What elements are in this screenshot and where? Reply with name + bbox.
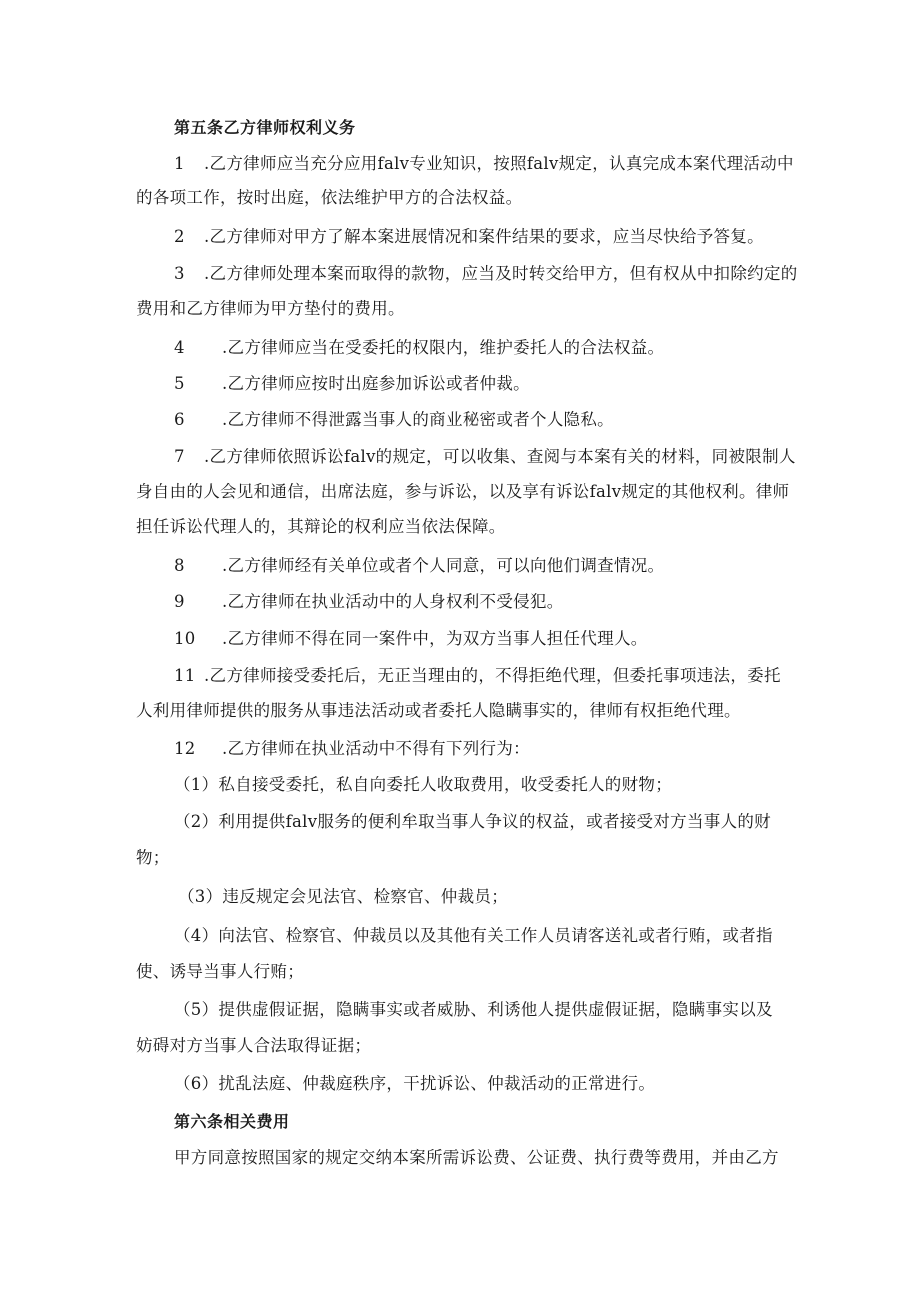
list-item-2: [174, 225, 834, 249]
list-item-11: [174, 664, 834, 688]
list-item-3-cont: 费用和乙方律师为甲方垫付的费用。: [136, 299, 405, 318]
sub-item-number: （5）: [174, 1000, 219, 1019]
sub-item-text: 违反规定会见法官、检察官、仲裁员；: [222, 887, 509, 906]
item-number: 2: [174, 227, 185, 246]
item-number: 10: [174, 629, 196, 648]
sub-item-text: 扰乱法庭、仲裁庭秩序，干扰诉讼、仲裁活动的正常进行。: [218, 1074, 656, 1093]
list-item-3: [174, 262, 834, 286]
list-item-6: [174, 408, 834, 432]
item-text: .乙方律师接受委托后，无正当理由的，不得拒绝代理，但委托事项违法，委托: [204, 666, 781, 685]
list-item-1: [174, 152, 834, 176]
item-number: 6: [174, 410, 185, 429]
item-text: .乙方律师在执业活动中不得有下列行为：: [222, 739, 530, 758]
item-number: 1: [174, 154, 185, 173]
item-number: 7: [174, 447, 185, 466]
list-item-7: [174, 445, 834, 469]
item-number: 5: [174, 374, 185, 393]
item-text: .乙方律师应按时出庭参加诉讼或者仲裁。: [222, 374, 530, 393]
item-text: .乙方律师在执业活动中的人身权利不受侵犯。: [222, 592, 564, 611]
item-number: 12: [174, 739, 196, 758]
sub-item-1: [174, 773, 834, 797]
item-number: 3: [174, 264, 185, 283]
section6-paragraph: 甲方同意按照国家的规定交纳本案所需诉讼费、公证费、执行费等费用，并由乙方: [174, 1148, 779, 1167]
list-item-1-cont: 的各项工作，按时出庭，依法维护甲方的合法权益。: [136, 188, 523, 207]
list-item-4: [174, 336, 834, 360]
sub-item-number: （2）: [174, 812, 219, 831]
item-number: 8: [174, 556, 185, 575]
sub-item-6: [174, 1072, 834, 1096]
section5-heading: 第五条乙方律师权利义务: [174, 118, 356, 137]
item-number: 9: [174, 592, 185, 611]
list-item-10: [174, 627, 834, 651]
sub-item-number: （6）: [174, 1074, 219, 1093]
sub-item-number: （3）: [178, 887, 223, 906]
sub-item-5-cont: 妨碍对方当事人合法取得证据；: [136, 1036, 372, 1055]
item-text: .乙方律师经有关单位或者个人同意，可以向他们调查情况。: [222, 556, 665, 575]
item-text: .乙方律师不得泄露当事人的商业秘密或者个人隐私。: [222, 410, 614, 429]
list-item-12: [174, 737, 834, 761]
item-text: .乙方律师不得在同一案件中，为双方当事人担任代理人。: [222, 629, 648, 648]
list-item-5: [174, 372, 834, 396]
sub-item-3: [178, 885, 838, 909]
sub-item-2: [174, 810, 834, 834]
section6-heading: 第六条相关费用: [174, 1112, 290, 1131]
item-text: .乙方律师处理本案而取得的款物，应当及时转交给甲方，但有权从中扣除约定的: [204, 264, 798, 283]
sub-item-text: 私自接受委托，私自向委托人收取费用，收受委托人的财物；: [218, 775, 673, 794]
list-item-8: [174, 554, 834, 578]
list-item-7-cont-1: 身自由的人会见和通信，出席法庭，参与诉讼，以及享有诉讼falv规定的其他权利。律师: [136, 482, 790, 501]
sub-item-4: [174, 924, 834, 948]
sub-item-text: 利用提供falv服务的便利牟取当事人争议的权益，或者接受对方当事人的财: [218, 812, 771, 831]
list-item-11-cont: 人利用律师提供的服务从事违法活动或者委托人隐瞒事实的，律师有权拒绝代理。: [136, 701, 741, 720]
sub-item-4-cont: 使、诱导当事人行贿；: [136, 962, 304, 981]
sub-item-text: 向法官、检察官、仲裁员以及其他有关工作人员请客送礼或者行贿，或者指: [218, 926, 773, 945]
sub-item-text: 提供虚假证据，隐瞒事实或者威胁、利诱他人提供虚假证据，隐瞒事实以及: [218, 1000, 773, 1019]
list-item-9: [174, 590, 834, 614]
sub-item-5: [174, 998, 834, 1022]
item-text: .乙方律师应当充分应用falv专业知识，按照falv规定，认真完成本案代理活动中: [204, 154, 794, 173]
item-text: .乙方律师对甲方了解本案进展情况和案件结果的要求，应当尽快给予答复。: [204, 227, 764, 246]
sub-item-2-cont: 物；: [136, 848, 170, 867]
sub-item-number: （4）: [174, 926, 219, 945]
item-text: .乙方律师应当在受委托的权限内，维护委托人的合法权益。: [222, 338, 665, 357]
sub-item-number: （1）: [174, 775, 219, 794]
item-text: .乙方律师依照诉讼falv的规定，可以收集、查阅与本案有关的材料，同被限制人: [204, 447, 796, 466]
item-number: 4: [174, 338, 185, 357]
list-item-7-cont-2: 担任诉讼代理人的，其辩论的权利应当依法保障。: [136, 517, 506, 536]
item-number: 11: [174, 666, 196, 685]
